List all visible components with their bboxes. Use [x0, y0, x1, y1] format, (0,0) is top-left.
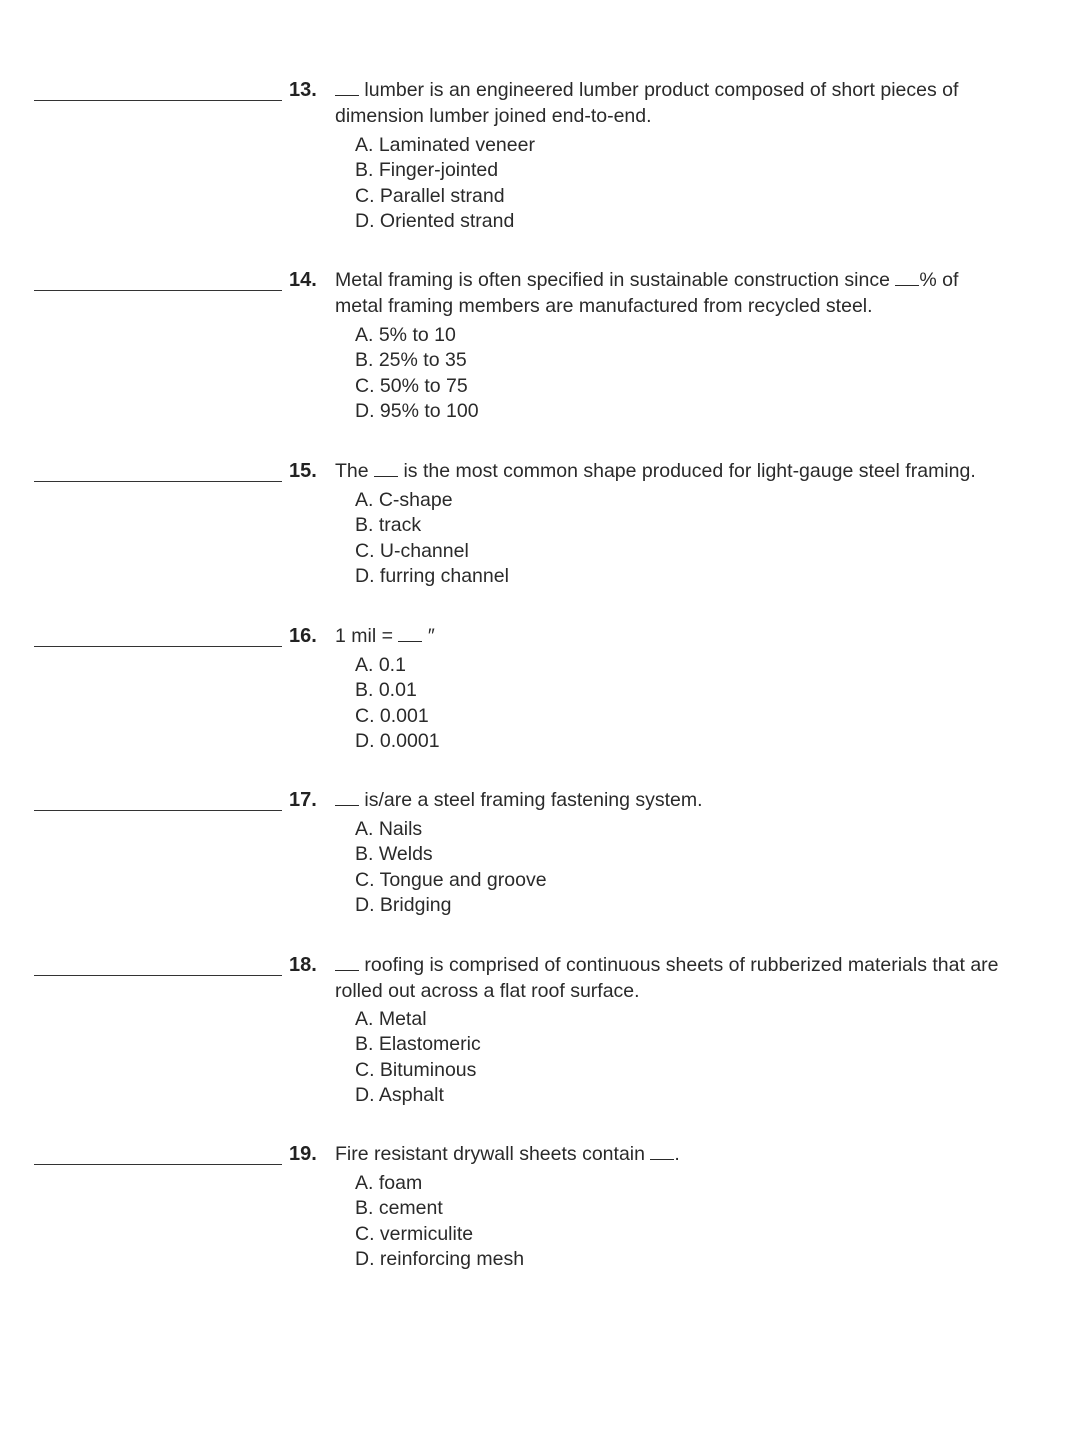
option-b: B. cement — [355, 1197, 443, 1220]
question-number: 14. — [289, 269, 317, 291]
answer-line[interactable] — [34, 646, 282, 647]
option-a: A. C-shape — [355, 489, 453, 511]
fill-blank — [335, 791, 359, 806]
answer-line[interactable] — [34, 100, 282, 101]
options-list — [355, 133, 535, 234]
option-d: D. 0.0001 — [355, 729, 440, 752]
option-b: B. Finger-jointed — [355, 159, 499, 182]
question-stem: lumber is an engineered lumber product composed of short pieces of dimension lumber joined end-to-end. — [335, 79, 959, 127]
question-number: 17. — [289, 789, 317, 811]
options-list — [355, 488, 509, 589]
option-a: A. Nails — [355, 818, 423, 840]
question-number: 19. — [289, 1143, 317, 1165]
question-number: 18. — [289, 954, 317, 976]
question-stem: is/are a steel framing fastening system. — [335, 787, 1000, 813]
answer-line[interactable] — [34, 290, 282, 291]
options-list — [355, 1007, 481, 1108]
fill-blank — [895, 271, 919, 286]
option-c: C. U-channel — [355, 539, 469, 562]
option-a: A. Metal — [355, 1008, 427, 1030]
question-number: 13. — [289, 79, 317, 101]
option-b: B. track — [355, 514, 422, 537]
answer-line[interactable] — [34, 1164, 282, 1165]
fill-blank — [335, 81, 359, 96]
fill-blank — [650, 1145, 674, 1160]
question-stem: 1 mil = ″ — [335, 625, 435, 647]
option-b: B. 0.01 — [355, 679, 417, 702]
options-list — [355, 1171, 524, 1272]
option-a: A. 0.1 — [355, 654, 406, 676]
option-d: D. furring channel — [355, 564, 509, 587]
fill-blank — [398, 627, 422, 642]
option-c: C. vermiculite — [355, 1222, 474, 1245]
fill-blank — [374, 462, 398, 477]
option-c: C. Parallel strand — [355, 184, 505, 207]
option-c: C. Tongue and groove — [355, 868, 547, 891]
option-b: B. 25% to 35 — [355, 349, 467, 372]
question-stem: Metal framing is often specified in sustainable construction since % of metal framing members are manufactured from recycled steel. — [335, 269, 959, 317]
options-list — [355, 653, 440, 754]
fill-blank — [335, 956, 359, 971]
option-d: D. reinforcing mesh — [355, 1247, 525, 1270]
option-c: C. 0.001 — [355, 704, 429, 727]
option-c: C. 50% to 75 — [355, 374, 468, 397]
option-d: D. 95% to 100 — [355, 399, 479, 422]
options-list — [355, 323, 479, 424]
question-number: 15. — [289, 460, 317, 482]
option-b: B. Elastomeric — [355, 1033, 481, 1056]
question-number: 16. — [289, 625, 317, 647]
answer-line[interactable] — [34, 481, 282, 482]
option-a: A. foam — [355, 1172, 423, 1194]
option-a: A. Laminated veneer — [355, 134, 535, 156]
option-d: D. Asphalt — [355, 1083, 444, 1106]
question-stem: roofing is comprised of continuous sheets of rubberized materials that are rolled out across a flat roof surface. — [335, 954, 999, 1002]
option-c: C. Bituminous — [355, 1058, 477, 1081]
option-a: A. 5% to 10 — [355, 324, 456, 346]
option-d: D. Bridging — [355, 893, 452, 916]
question-stem: Fire resistant drywall sheets contain . — [335, 1143, 680, 1165]
question-stem: The is the most common shape produced for light-gauge steel framing. — [335, 460, 976, 482]
option-d: D. Oriented strand — [355, 209, 515, 232]
answer-line[interactable] — [34, 810, 282, 811]
options-list — [355, 817, 547, 918]
answer-line[interactable] — [34, 975, 282, 976]
option-b: B. Welds — [355, 843, 433, 866]
